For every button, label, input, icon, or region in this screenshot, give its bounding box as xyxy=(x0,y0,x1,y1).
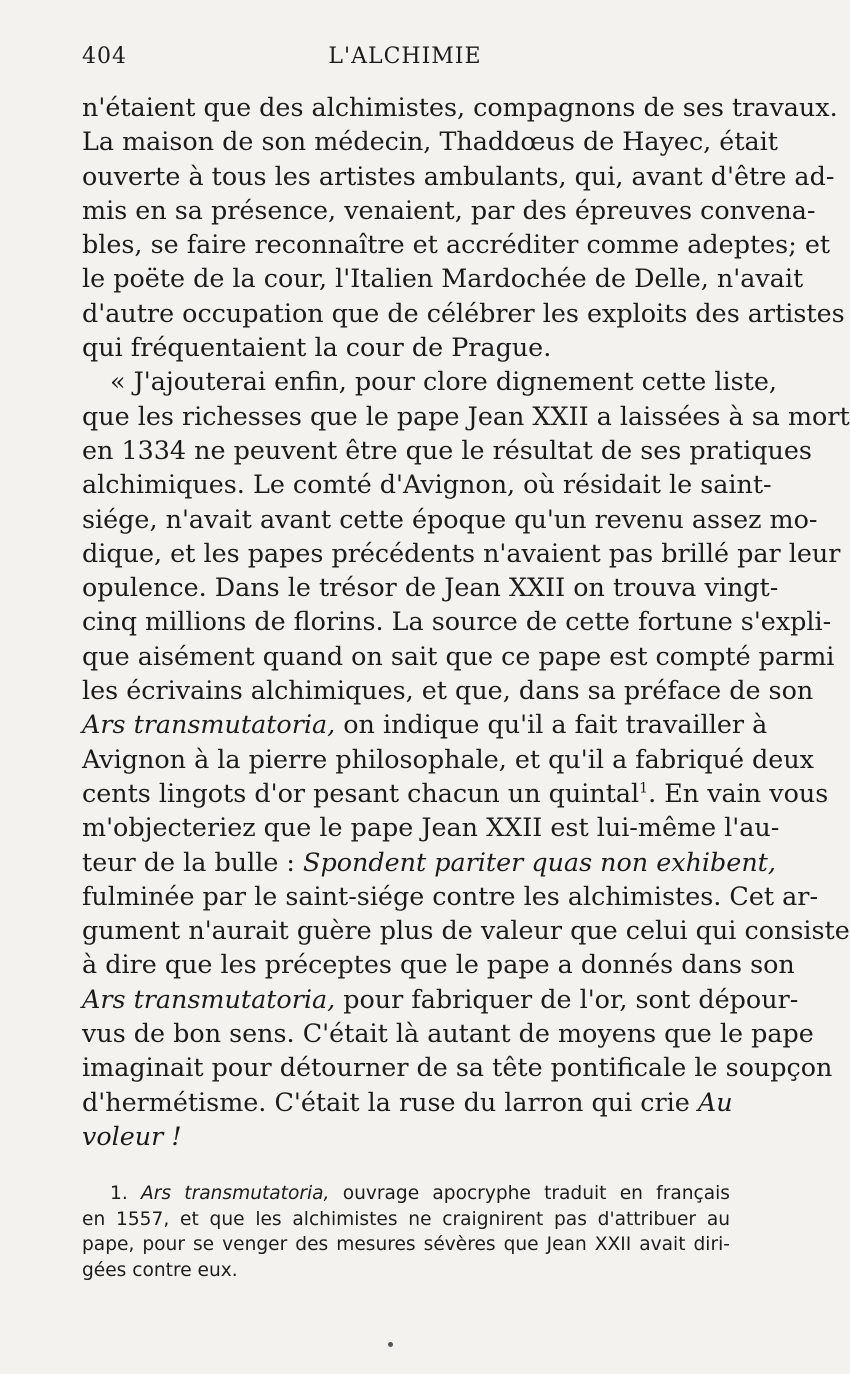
text-line xyxy=(82,707,768,741)
footnote-line: en 1557, et que les alchimistes ne craignirent pas d'attribuer au xyxy=(82,1208,730,1230)
text-line: n'étaient que des alchimistes, compagnons de ses travaux. xyxy=(82,92,838,122)
text-line xyxy=(82,982,799,1016)
text-line: gument n'aurait guère plus de valeur que celui qui consiste xyxy=(82,915,850,946)
text-line: d'autre occupation que de célébrer les exploits des artistes xyxy=(82,297,845,328)
text-line: alchimiques. Le comté d'Avignon, où résidait le saint- xyxy=(82,469,772,500)
text-line: qui fréquentaient la cour de Prague. xyxy=(82,332,552,363)
italic-title: Ars transmutatoria, xyxy=(82,709,336,740)
text-line: que les richesses que le pape Jean XXII a laissées à sa mort xyxy=(82,400,850,431)
page-header xyxy=(82,44,728,84)
footnote-line: gées contre eux. xyxy=(82,1259,238,1281)
text-fragment: teur de la bulle : xyxy=(82,846,304,877)
text-line: opulence. Dans le trésor de Jean XXII on trouva vingt- xyxy=(82,572,779,603)
text-line: le poëte de la cour, l'Italien Mardochée de Delle, n'avait xyxy=(82,263,804,294)
italic-title: Ars transmutatoria, xyxy=(82,983,336,1014)
ink-speck xyxy=(388,1342,393,1347)
text-line: « J'ajouterai enfin, pour clore dignement cette liste, xyxy=(110,366,777,397)
footnote-marker: 1. xyxy=(110,1183,128,1204)
text-line: à dire que les préceptes que le pape a donnés dans son xyxy=(82,949,795,980)
text-fragment: ouvrage apocryphe traduit en français xyxy=(329,1183,730,1204)
text-line: que aisément quand on sait que ce pape est compté parmi xyxy=(82,640,835,671)
italic-text: Au xyxy=(689,1086,733,1117)
body-text xyxy=(82,90,850,1153)
text-line: ouverte à tous les artistes ambulants, qui, avant d'être ad- xyxy=(82,160,835,191)
footnote-line: pape, pour se venger des mesures sévères que Jean XXII avait diri- xyxy=(82,1234,730,1255)
text-line: dique, et les papes précédents n'avaient pas brillé par leur xyxy=(82,537,841,568)
text-fragment: pour fabriquer de l'or, sont dépour- xyxy=(335,983,799,1014)
italic-quote: Spondent pariter quas non exhibent, xyxy=(303,846,776,877)
text-line xyxy=(82,1085,733,1119)
footnote-reference[interactable]: 1 xyxy=(639,780,649,797)
text-line: imaginait pour détourner de sa tête pontificale le soupçon xyxy=(82,1052,833,1083)
page-number: 404 xyxy=(82,44,127,69)
text-line xyxy=(82,845,776,879)
text-line: siége, n'avait avant cette époque qu'un revenu assez mo- xyxy=(82,503,818,534)
text-line xyxy=(82,776,829,810)
text-line: voleur ! xyxy=(82,1120,182,1151)
text-line: Avignon à la pierre philosophale, et qu'il a fabriqué deux xyxy=(82,743,814,774)
text-line: bles, se faire reconnaître et accréditer comme adeptes; et xyxy=(82,229,831,260)
text-line: fulminée par le saint-siége contre les alchimistes. Cet ar- xyxy=(82,880,819,911)
text-line: cinq millions de florins. La source de cette fortune s'expli- xyxy=(82,606,832,637)
text-line: les écrivains alchimiques, et que, dans sa préface de son xyxy=(82,675,814,706)
footnotes xyxy=(82,1181,730,1283)
text-line: en 1334 ne peuvent être que le résultat de ses pratiques xyxy=(82,434,812,465)
footnote-line xyxy=(82,1181,730,1207)
text-line: m'objecteriez que le pape Jean XXII est lui-même l'au- xyxy=(82,812,780,843)
footnote-title: Ars transmutatoria, xyxy=(127,1183,330,1204)
text-line: vus de bon sens. C'était là autant de moyens que le pape xyxy=(82,1018,814,1049)
text-fragment: . En vain vous xyxy=(648,777,829,808)
text-line: La maison de son médecin, Thaddœus de Hayec, était xyxy=(82,126,778,157)
text-line: mis en sa présence, venaient, par des épreuves convena- xyxy=(82,194,816,225)
text-fragment: cents lingots d'or pesant chacun un quintal xyxy=(82,777,640,808)
text-fragment: on indique qu'il a fait travailler à xyxy=(335,709,768,740)
running-title: L'ALCHIMIE xyxy=(328,44,482,69)
text-fragment: d'hermétisme. C'était la ruse du larron qui crie xyxy=(82,1086,690,1117)
